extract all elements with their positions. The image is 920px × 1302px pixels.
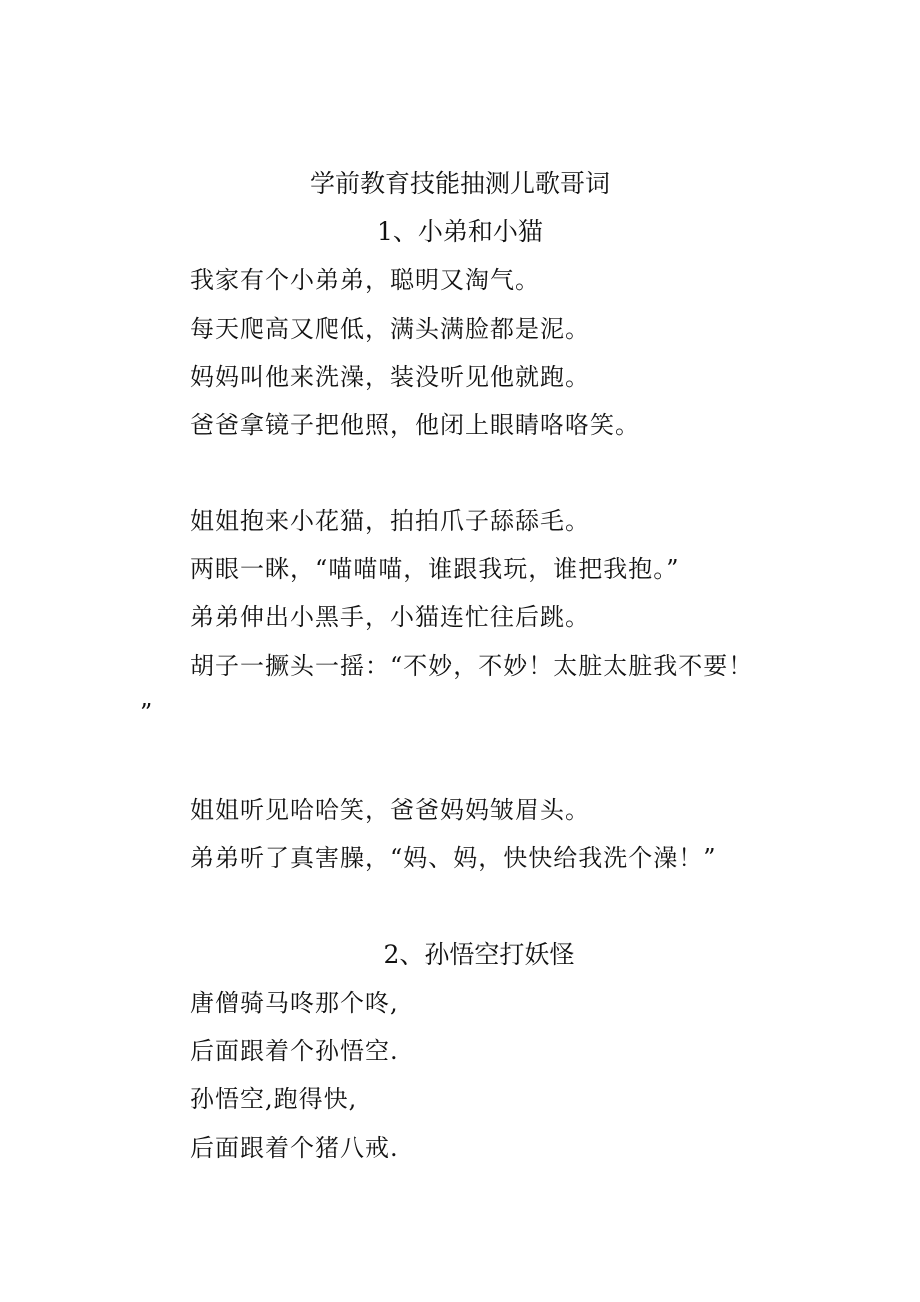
song-line: 孙悟空,跑得快,	[190, 1085, 358, 1113]
song-line: 每天爬高又爬低，满头满脸都是泥。	[190, 315, 590, 343]
song-line-wrap: ”	[140, 699, 153, 727]
song-line: 胡子一撅头一摇：“不妙，不妙！太脏太脏我不要！	[190, 652, 754, 680]
song-heading: 2、孙悟空打妖怪	[383, 940, 575, 969]
song-heading: 1、小弟和小猫	[377, 217, 543, 246]
song-line: 妈妈叫他来洗澡，装没听见他就跑。	[190, 363, 590, 391]
song-line: 弟弟伸出小黑手，小猫连忙往后跳。	[190, 603, 590, 631]
document-title: 学前教育技能抽测儿歌哥词	[309, 169, 610, 198]
song-line: 姐姐抱来小花猫，拍拍爪子舔舔毛。	[190, 507, 590, 535]
song-line: 后面跟着个猪八戒.	[190, 1134, 399, 1162]
song-line: 我家有个小弟弟，聪明又淘气。	[190, 266, 540, 294]
song-line: 唐僧骑马咚那个咚,	[190, 989, 399, 1017]
song-line: 姐姐听见哈哈笑，爸爸妈妈皱眉头。	[190, 796, 590, 824]
song-line: 弟弟听了真害臊，“妈、妈，快快给我洗个澡！”	[190, 844, 717, 872]
song-line: 爸爸拿镜子把他照，他闭上眼睛咯咯笑。	[190, 411, 640, 439]
song-line: 后面跟着个孙悟空.	[190, 1037, 399, 1065]
song-line: 两眼一眯，“喵喵喵，谁跟我玩，谁把我抱。”	[190, 555, 680, 583]
